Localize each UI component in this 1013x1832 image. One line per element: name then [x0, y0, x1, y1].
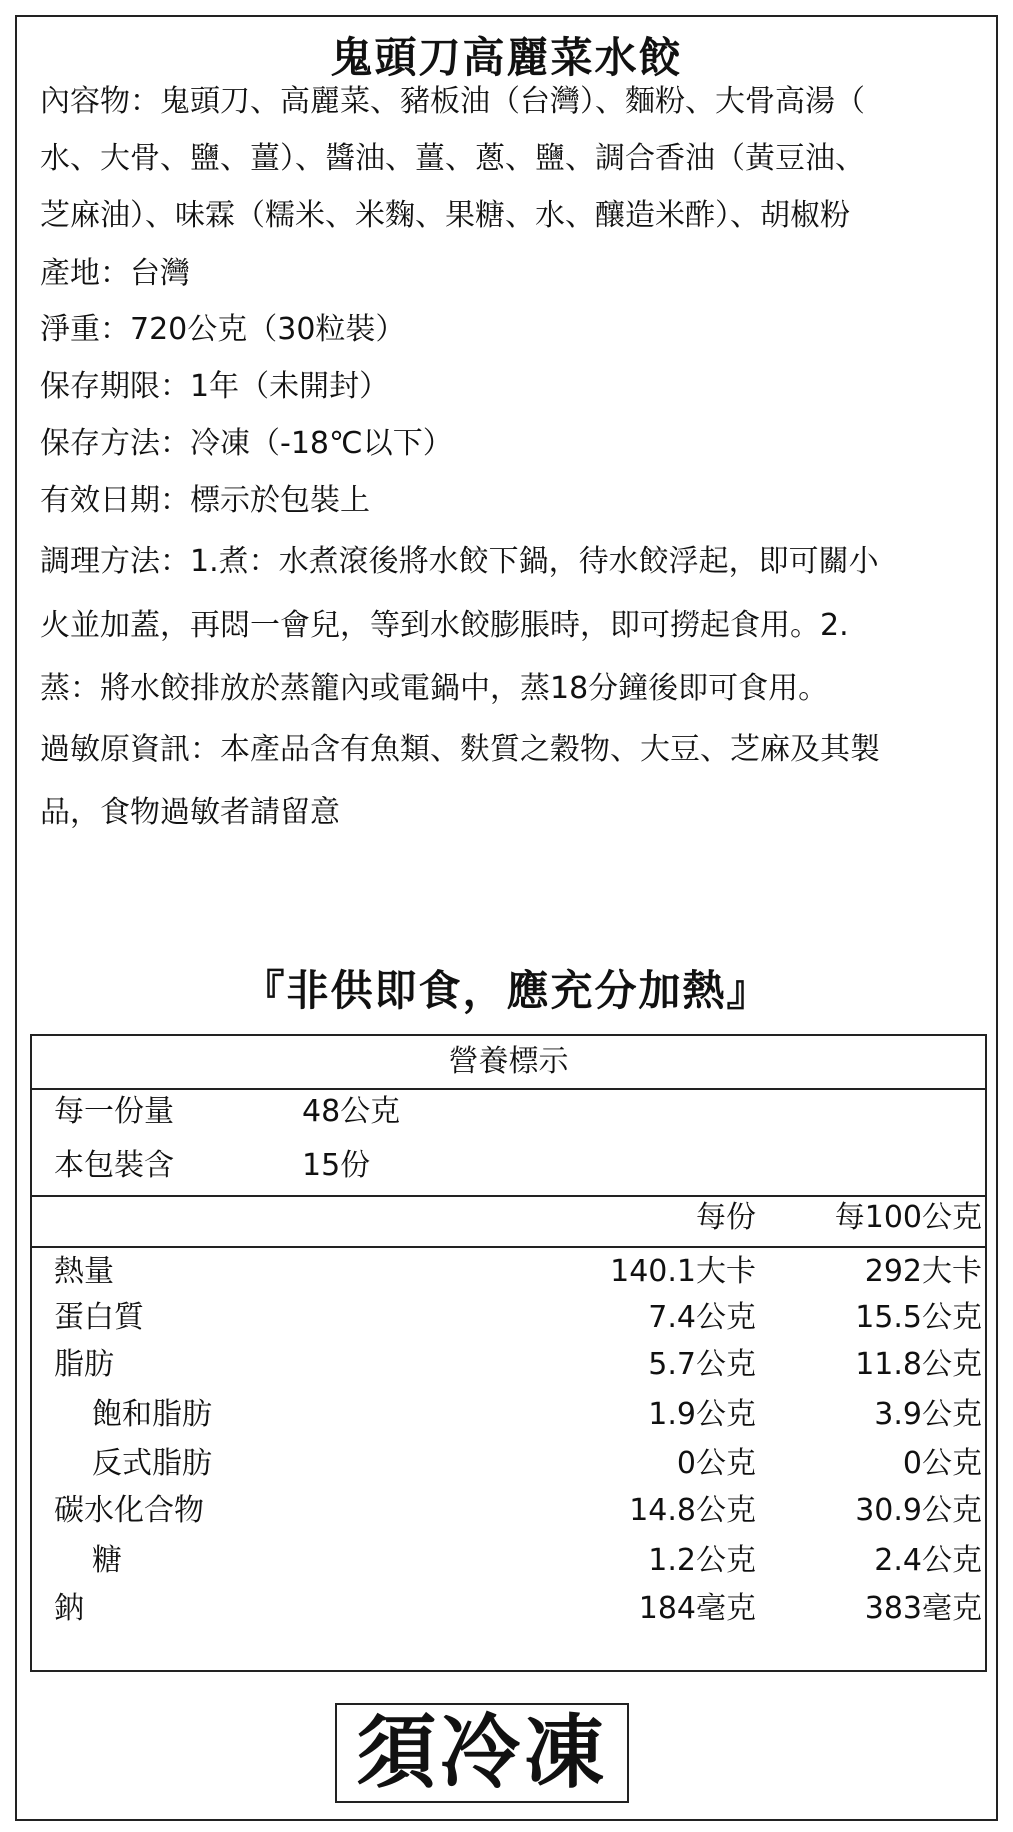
nutrient-name: 脂肪: [54, 1347, 114, 1382]
nutrient-per-serving: 1.9公克: [648, 1397, 756, 1432]
keep-frozen-stamp: 須冷凍: [335, 1703, 629, 1803]
info-line: 芝麻油）、味霖（糯米、米麴、果糖、水、釀造米酢）、胡椒粉: [40, 198, 850, 233]
nutrition-heading: 營養標示: [32, 1036, 985, 1090]
nutrition-table: [30, 1034, 987, 1672]
col-header-per-serving: 每份: [696, 1200, 756, 1235]
servings-per-pack-label: 本包裝含: [54, 1148, 174, 1183]
info-line: 水、大骨、鹽、薑）、醬油、薑、蔥、鹽、調合香油（黃豆油、: [40, 141, 865, 176]
nutrient-per-serving: 140.1大卡: [610, 1254, 756, 1289]
serving-size-label: 每一份量: [54, 1094, 174, 1129]
nutrient-per-serving: 184毫克: [638, 1591, 756, 1626]
cooking-line: 蒸：將水餃排放於蒸籠內或電鍋中，蒸18分鐘後即可食用。: [40, 671, 829, 706]
col-header-per-100g: 每100公克: [834, 1200, 982, 1235]
nutrient-per-serving: 0公克: [676, 1446, 756, 1481]
cooking-line: 火並加蓋，再悶一會兒，等到水餃膨脹時，即可撈起食用。2.: [40, 608, 849, 643]
nutrient-per-100g: 383毫克: [864, 1591, 982, 1626]
nutrient-per-100g: 30.9公克: [855, 1493, 982, 1528]
nutrient-per-100g: 0公克: [902, 1446, 982, 1481]
cooking-line: 調理方法：1.煮：水煮滾後將水餃下鍋，待水餃浮起，即可關小: [40, 544, 879, 579]
heating-notice: 『非供即食，應充分加熱』: [242, 966, 771, 1015]
product-title: 鬼頭刀高麗菜水餃: [330, 33, 683, 82]
nutrient-per-100g: 292大卡: [864, 1254, 982, 1289]
net-weight-line: 淨重：720公克（30粒裝）: [40, 312, 406, 347]
origin-line: 產地：台灣: [40, 256, 190, 291]
nutrient-per-serving: 7.4公克: [648, 1300, 756, 1335]
nutrient-name: 糖: [92, 1543, 122, 1578]
nutrient-per-100g: 3.9公克: [874, 1397, 982, 1432]
shelf-life-line: 保存期限：1年（未開封）: [40, 369, 390, 404]
nutrient-per-serving: 1.2公克: [648, 1543, 756, 1578]
nutrient-name: 飽和脂肪: [92, 1397, 212, 1432]
nutrient-name: 反式脂肪: [92, 1446, 212, 1481]
nutrient-name: 蛋白質: [54, 1300, 144, 1335]
serving-size-value: 48公克: [302, 1094, 401, 1129]
nutrient-name: 鈉: [54, 1591, 84, 1626]
allergen-line: 品，食物過敏者請留意: [40, 795, 340, 830]
info-line: 內容物：鬼頭刀、高麗菜、豬板油（台灣）、麵粉、大骨高湯（: [40, 84, 865, 119]
storage-method-line: 保存方法：冷凍（-18℃以下）: [40, 426, 453, 461]
nutrient-name: 碳水化合物: [54, 1493, 204, 1528]
allergen-line: 過敏原資訊：本產品含有魚類、麩質之穀物、大豆、芝麻及其製: [40, 732, 880, 767]
nutrient-per-100g: 11.8公克: [855, 1347, 982, 1382]
expiry-line: 有效日期：標示於包裝上: [40, 483, 370, 518]
nutrient-name: 熱量: [54, 1254, 114, 1289]
nutrient-per-serving: 5.7公克: [648, 1347, 756, 1382]
divider: [32, 1246, 985, 1248]
nutrient-per-serving: 14.8公克: [629, 1493, 756, 1528]
nutrient-per-100g: 15.5公克: [855, 1300, 982, 1335]
nutrient-per-100g: 2.4公克: [874, 1543, 982, 1578]
servings-per-pack-value: 15份: [302, 1148, 371, 1183]
divider: [32, 1195, 985, 1197]
